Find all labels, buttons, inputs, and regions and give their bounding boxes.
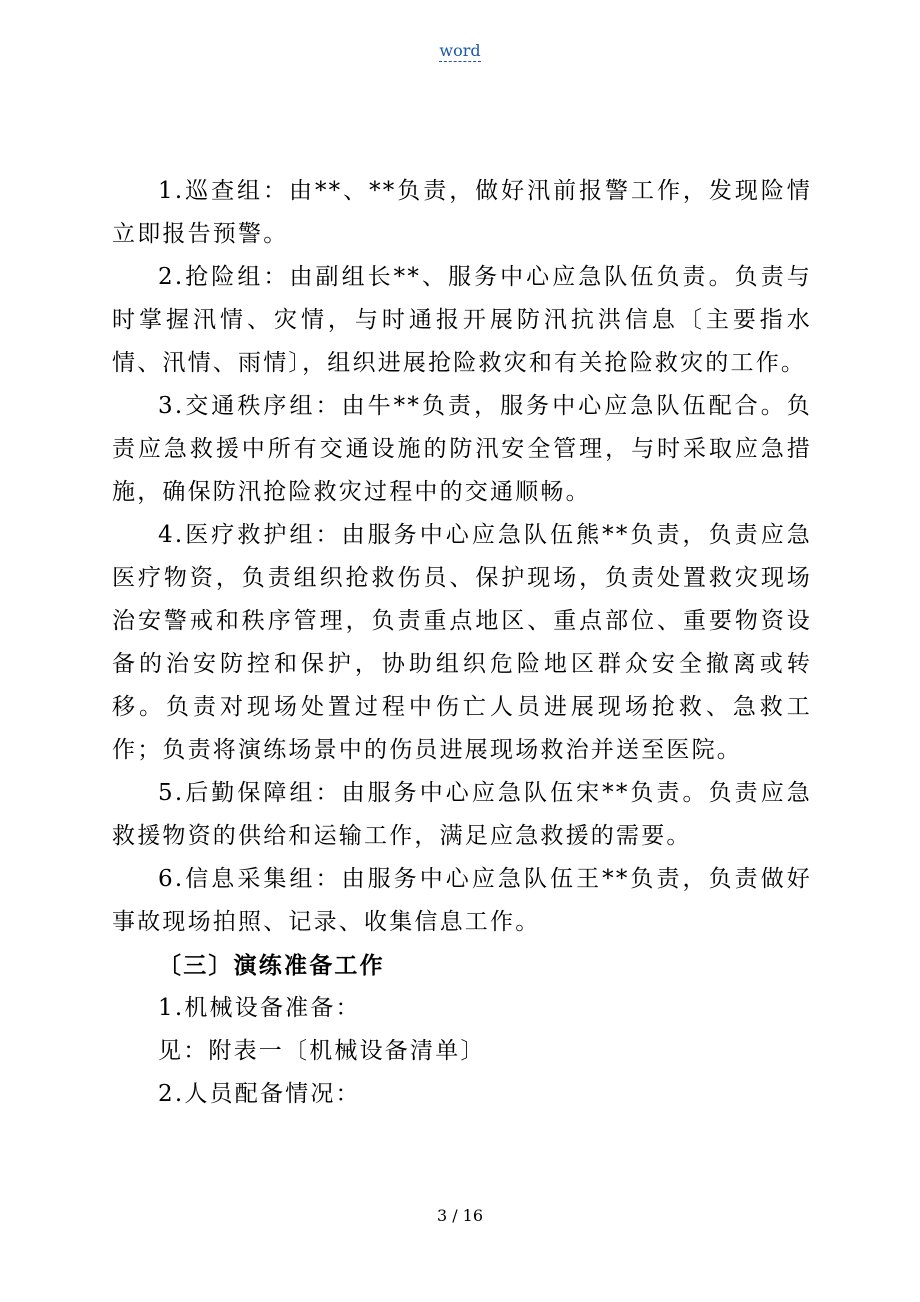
paragraph-equipment-appendix: 见：附表一〔机械设备清单〕 xyxy=(158,1038,486,1064)
paragraph-rescue-group: 2.抢险组：由副组长**、服务中心应急队伍负责。负责与时掌握汛情、灾情，与时通报开展防汛抗洪信息〔主要指水情、汛情、雨情〕，组织进展抢险救灾和有关抢险救灾的工作。 xyxy=(112,264,812,376)
paragraph-logistics-group: 5.后勤保障组：由服务中心应急队伍宋**负责。负责应急救援物资的供给和运输工作，满足应急救援的需要。 xyxy=(112,780,812,849)
paragraph-staffing: 2.人员配备情况： xyxy=(158,1081,361,1107)
paragraph-patrol-group: 1.巡查组：由**、**负责，做好汛前报警工作，发现险情立即报告预警。 xyxy=(112,178,812,247)
document-body xyxy=(112,170,812,1116)
paragraph-equipment-preparation: 1.机械设备准备： xyxy=(158,995,361,1021)
paragraph-traffic-group: 3.交通秩序组：由牛**负责，服务中心应急队伍配合。负责应急救援中所有交通设施的防汛安全管理，与时采取应急措施，确保防汛抢险救灾过程中的交通顺畅。 xyxy=(112,393,812,505)
header-word-link-area xyxy=(0,41,920,61)
page-number: 3 / 16 xyxy=(436,1206,484,1225)
section-heading-drill-preparation: 〔三〕演练准备工作 xyxy=(158,952,385,979)
header-word-link[interactable]: word xyxy=(439,41,481,60)
paragraph-medical-group: 4.医疗救护组：由服务中心应急队伍熊**负责，负责应急医疗物资，负责组织抢救伤员、保护现场，负责处置救灾现场治安警戒和秩序管理，负责重点地区、重点部位、重要物资设备的治安防控和保护，协助组织危险地区群众安全撤离或转移。负责对现场处置过程中伤亡人员进展现场抢救、急救工作；负责将演练场景中的伤员进展现场救治并送至医院。 xyxy=(112,522,812,763)
paragraph-info-group: 6.信息采集组：由服务中心应急队伍王**负责，负责做好事故现场拍照、记录、收集信息工作。 xyxy=(112,866,812,935)
